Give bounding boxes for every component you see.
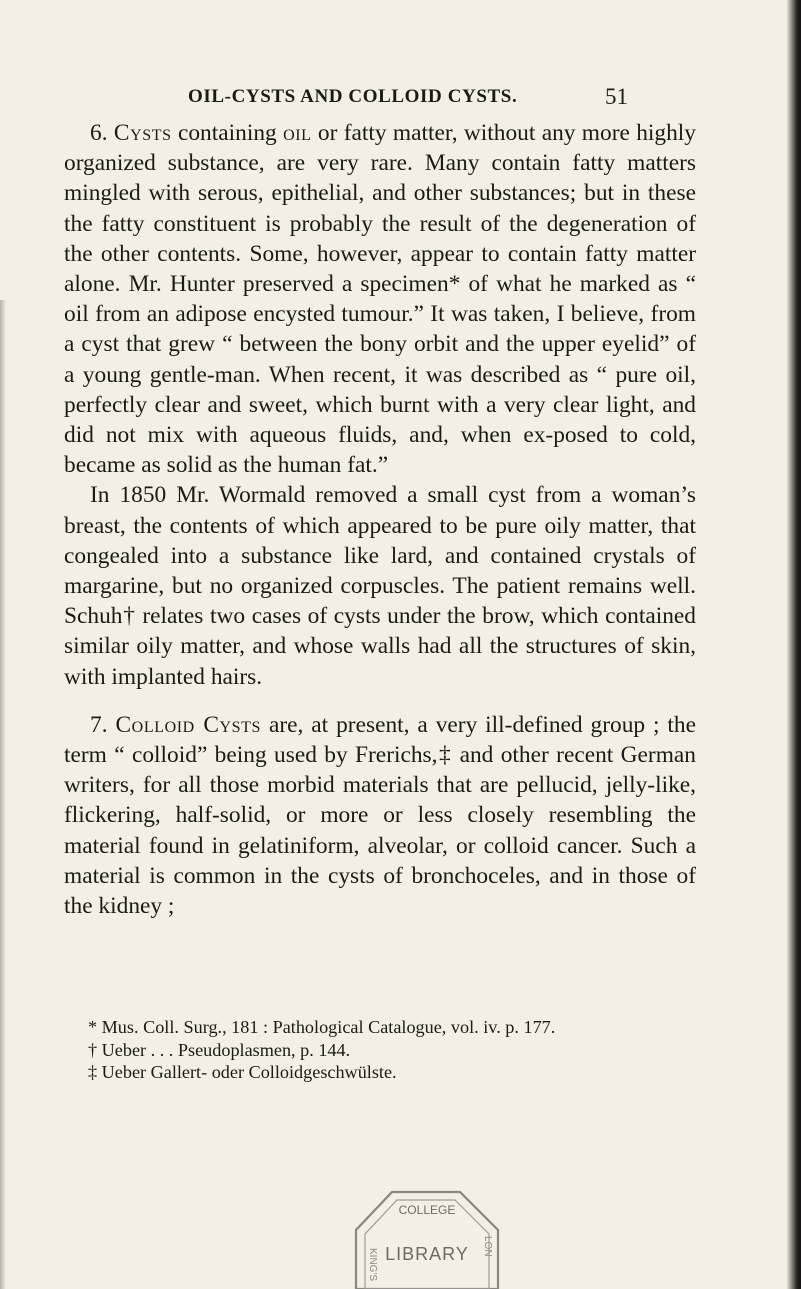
paragraph-6-number: 6. (90, 120, 108, 146)
paragraph-6-lead: Cysts (113, 120, 172, 146)
paragraph-7-number: 7. (90, 711, 108, 738)
paragraph-6-oil-word: oil (283, 120, 312, 146)
running-title: OIL-CYSTS AND COLLOID CYSTS. (188, 86, 518, 107)
footnote-2: † Ueber . . . Pseudoplasmen, p. 144. (88, 1039, 351, 1060)
page-number: 51 (605, 84, 628, 109)
stamp-side-right: LON (482, 1236, 493, 1257)
paragraph-gap (64, 692, 696, 710)
paragraph-7-text: are, at present, a very ill-defined group ; the term “ colloid” being used by Frerichs,‡ and other recent German writers, for all those morbid materials that are pellucid, jelly-like, flickering, half-solid, or more or less closely resembling the material found in gelatiniform, alveolar, or colloid cancer. Such a material is common in the cysts of bronchoceles, and in those of the kidney ; (64, 711, 696, 920)
paragraph-6-text-a: containing (177, 120, 277, 146)
gutter-shadow (0, 300, 6, 1289)
page-edge-shadow (787, 0, 801, 1289)
paragraph-7-lead: Colloid Cysts (115, 711, 262, 738)
footnote-1: * Mus. Coll. Surg., 181 : Pathological Catalogue, vol. iv. p. 177. (88, 1017, 556, 1037)
stamp-middle-text: LIBRARY (385, 1244, 469, 1264)
paragraph-6 (64, 118, 696, 480)
stamp-side-left: KING'S (367, 1248, 378, 1282)
footnotes (88, 1016, 708, 1084)
stamp-top-text: COLLEGE (398, 1203, 456, 1217)
library-stamp (352, 1188, 502, 1289)
footnote-3: ‡ Ueber Gallert- oder Colloidgeschwülste. (88, 1062, 397, 1082)
body-text (64, 118, 696, 921)
paragraph-6-text-b: or fatty matter, without any more highly organized substance, are very rare. Many contain fatty matters mingled with serous, epithelial, and other substances; but in these the fatty constituent is probably the result of the degeneration of the other contents. Some, however, appear to contain fatty matter alone. Mr. Hunter preserved a specimen* of what he marked as “ oil from an adipose encysted tumour.” It was taken, I believe, from a cyst that grew “ between the bony orbit and the upper eyelid” of a young gentle-man. When recent, it was described as “ pure oil, perfectly clear and sweet, which burnt with a very clear light, and did not mix with aqueous fluids, and, when ex-posed to cold, became as solid as the human fat.” (64, 120, 696, 479)
paragraph-7 (64, 710, 696, 921)
paragraph-1850: In 1850 Mr. Wormald removed a small cyst from a woman’s breast, the contents of which appeared to be pure oily matter, that congealed into a substance like lard, and contained crystals of margarine, but no organized corpuscles. The patient remains well. Schuh† relates two cases of cysts under the brow, which contained similar oily matter, and whose walls had all the structures of skin, with implanted hairs. (64, 482, 696, 690)
